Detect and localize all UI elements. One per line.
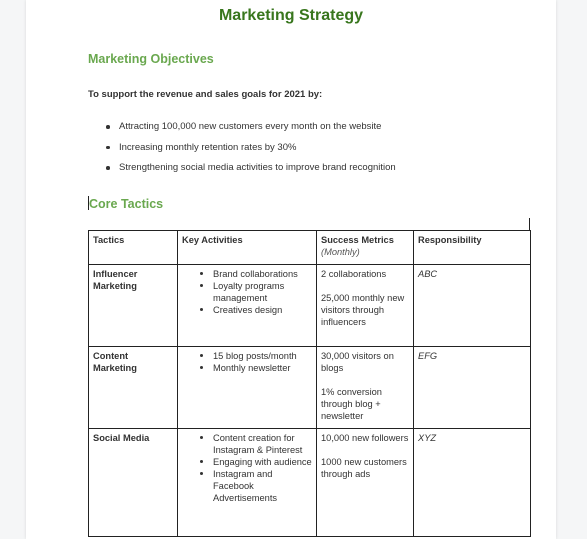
- responsibility-cell: EFG: [414, 347, 531, 429]
- tactic-cell: Content Marketing: [89, 347, 178, 429]
- header-metrics: [317, 231, 414, 265]
- activities-cell: [178, 347, 317, 429]
- activity-item: 15 blog posts/month: [213, 350, 313, 362]
- header-tactics: Tactics: [89, 231, 178, 265]
- metrics-cell: [317, 265, 414, 347]
- activity-item: Engaging with audience: [213, 457, 312, 467]
- activity-item: Loyalty programs management: [213, 280, 313, 304]
- document-page: [26, 0, 556, 539]
- table-row: [89, 429, 531, 537]
- objective-item: Attracting 100,000 new customers every month on the website: [88, 120, 396, 141]
- table-row: [89, 347, 531, 429]
- activities-cell: [178, 429, 317, 537]
- tactics-table: [88, 230, 531, 537]
- objectives-list: [88, 120, 396, 182]
- table-row: [89, 265, 531, 347]
- header-activities: Key Activities: [178, 231, 317, 265]
- objective-item: Increasing monthly retention rates by 30%: [88, 141, 396, 162]
- header-responsibility: Responsibility: [414, 231, 531, 265]
- header-metrics-label: Success Metrics: [321, 235, 394, 245]
- metric-item: 1000 new customers through ads: [321, 457, 407, 479]
- metric-item: 25,000 monthly new visitors through influencers: [321, 293, 405, 327]
- activity-item: Creatives design: [213, 304, 313, 316]
- table-edge-marker: [529, 218, 530, 230]
- activity-item: Instagram and Facebook Advertisements: [213, 468, 313, 504]
- metric-item: 10,000 new followers: [321, 433, 409, 443]
- objective-item: Strengthening social media activities to improve brand recognition: [88, 161, 396, 182]
- metric-item: 30,000 visitors on blogs: [321, 351, 394, 373]
- responsibility-cell: XYZ: [414, 429, 531, 537]
- metrics-cell: [317, 347, 414, 429]
- activities-cell: [178, 265, 317, 347]
- metric-item: 1% conversion through blog + newsletter: [321, 387, 382, 421]
- objectives-heading: Marketing Objectives: [88, 52, 214, 66]
- activity-item: Brand collaborations: [213, 268, 313, 280]
- tactics-heading-wrap[interactable]: [88, 196, 163, 211]
- intro-text: To support the revenue and sales goals for 2021 by:: [88, 89, 323, 100]
- tactic-cell: Social Media: [89, 429, 178, 537]
- header-metrics-sub: (Monthly): [321, 247, 360, 257]
- activity-item: Content creation for Instagram & Pinterest: [213, 432, 313, 456]
- activity-item: Monthly newsletter: [213, 362, 313, 374]
- metric-item: 2 collaborations: [321, 269, 387, 279]
- table-header-row: [89, 231, 531, 265]
- tactics-heading: Core Tactics: [89, 197, 164, 211]
- responsibility-cell: ABC: [414, 265, 531, 347]
- metrics-cell: [317, 429, 414, 537]
- document-title: Marketing Strategy: [218, 7, 364, 24]
- tactic-cell: Influencer Marketing: [89, 265, 178, 347]
